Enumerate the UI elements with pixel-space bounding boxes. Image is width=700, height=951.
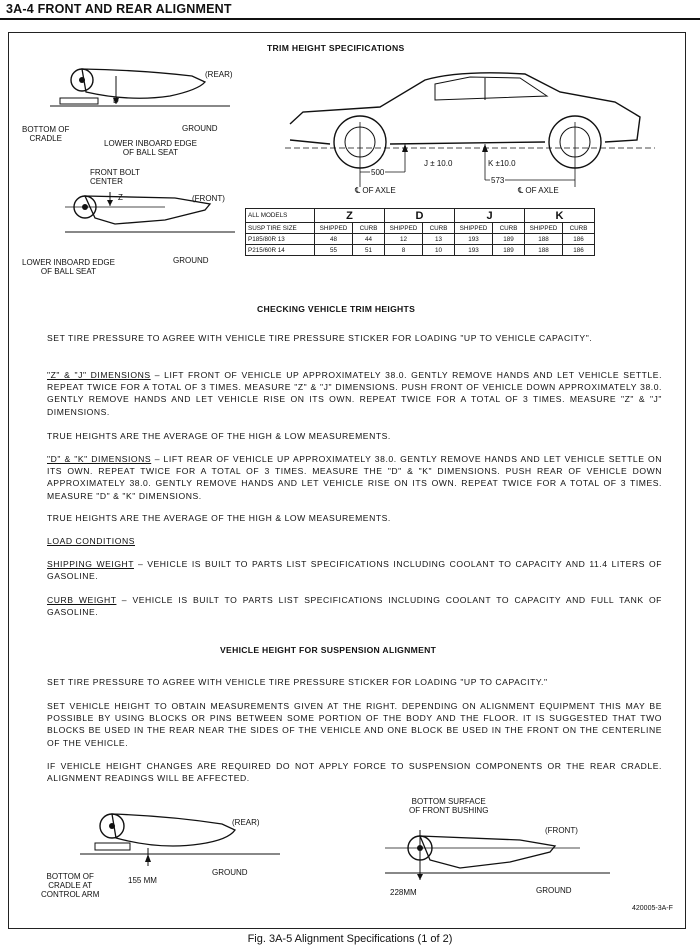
- value-cell: 13: [423, 234, 455, 245]
- value-cell: 48: [315, 234, 353, 245]
- value-cell: 51: [353, 245, 385, 256]
- value-cell: 188: [525, 234, 563, 245]
- tire-size-cell: P185/80R 13: [246, 234, 315, 245]
- shipping-weight-text: – VEHICLE IS BUILT TO PARTS LIST SPECIFICATIONS INCLUDING COOLANT TO CAPACITY AND 11.4 LITERS OF GASOLINE.: [47, 559, 662, 582]
- front-label: (FRONT): [192, 194, 225, 203]
- group-j: J: [455, 209, 525, 223]
- tire-size-cell: P215/60R 14: [246, 245, 315, 256]
- sub-header: CURB: [493, 223, 525, 234]
- mm-228-label: 228MM: [390, 888, 417, 897]
- load-conditions-heading: LOAD CONDITIONS: [47, 536, 135, 546]
- suspension-p1: SET TIRE PRESSURE TO AGREE WITH VEHICLE TIRE PRESSURE STICKER FOR LOADING "UP TO CAPACITY.": [47, 677, 548, 687]
- bottom-of-cradle-label: BOTTOM OF CRADLE: [22, 125, 70, 144]
- value-cell: 189: [493, 234, 525, 245]
- front-axle-label: ℄ OF AXLE: [355, 186, 396, 195]
- value-cell: 193: [455, 245, 493, 256]
- sub-header: SHIPPED: [455, 223, 493, 234]
- curb-weight-heading: CURB WEIGHT: [47, 595, 117, 605]
- checking-p4: [47, 453, 662, 502]
- all-models-cell: ALL MODELS: [246, 209, 315, 223]
- group-k: K: [525, 209, 595, 223]
- lower-inboard-front-label: LOWER INBOARD EDGE OF BALL SEAT: [22, 258, 115, 277]
- dk-dimensions-text: – LIFT REAR OF VEHICLE UP APPROXIMATELY 38.0. GENTLY REMOVE HANDS AND LET VEHICLE SETTLE ON ITS OWN. REPEAT TWICE FOR A TOTAL OF 3 TIMES. MEASURE THE "D" & "K" DIMENSIONS. PUSH REAR OF VEHICLE DOWN APPROXIMATELY 38.0. GENTLY REMOVE HANDS AND LET VEHICLE RISE ON ITS OWN. REPEAT TWICE FOR A TOTAL OF 3 TIMES. MEASURE "D" & "K" DIMENSIONS.: [47, 454, 663, 501]
- d-letter: D: [113, 96, 119, 105]
- table-row: [246, 234, 595, 245]
- value-cell: 44: [353, 234, 385, 245]
- value-cell: 186: [563, 234, 595, 245]
- susp-tire-size-header: SUSP TIRE SIZE: [246, 223, 315, 234]
- sub-header: CURB: [563, 223, 595, 234]
- value-cell: 55: [315, 245, 353, 256]
- shipping-weight-heading: SHIPPING WEIGHT: [47, 559, 134, 569]
- checking-p3: TRUE HEIGHTS ARE THE AVERAGE OF THE HIGH & LOW MEASUREMENTS.: [47, 431, 391, 441]
- rear-axle-label: ℄ OF AXLE: [518, 186, 559, 195]
- z-letter: Z: [118, 193, 123, 202]
- dim-573: 573: [491, 176, 505, 185]
- curb-weight-text: – VEHICLE IS BUILT TO PARTS LIST SPECIFICATIONS INCLUDING COOLANT TO CAPACITY AND FULL TANK OF GASOLINE.: [47, 595, 662, 618]
- ground-label: GROUND: [182, 124, 218, 133]
- shipping-weight-para: [47, 558, 662, 582]
- front-bolt-label: FRONT BOLT CENTER: [90, 168, 140, 187]
- curb-weight-para: [47, 594, 662, 618]
- j-dimension: J ± 10.0: [424, 159, 453, 168]
- sub-header: CURB: [353, 223, 385, 234]
- sub-header: SHIPPED: [315, 223, 353, 234]
- ground-front-lower: GROUND: [536, 886, 572, 895]
- sub-header: SHIPPED: [525, 223, 563, 234]
- suspension-p2: SET VEHICLE HEIGHT TO OBTAIN MEASUREMENTS GIVEN AT THE RIGHT. DEPENDING ON ALIGNMENT EQUIPMENT THIS MAY BE POSSIBLE BY USING BLOCKS OR PINS BETWEEN SOME PORTION OF THE BODY AND THE FLOOR. IT IS SUGGESTED THAT TWO BLOCKS BE USED IN THE REAR NEAR THE SIDES OF THE VEHICLE AND ONE BLOCK BE USED IN THE FRONT ON THE CENTERLINE OF THE VEHICLE.: [47, 701, 662, 748]
- trim-spec-table: [245, 208, 595, 256]
- rear-label-lower: (REAR): [232, 818, 260, 827]
- lower-inboard-label: LOWER INBOARD EDGE OF BALL SEAT: [104, 139, 197, 158]
- value-cell: 188: [525, 245, 563, 256]
- value-cell: 8: [385, 245, 423, 256]
- zj-dimensions-heading: "Z" & "J" DIMENSIONS: [47, 370, 151, 380]
- group-d: D: [385, 209, 455, 223]
- value-cell: 189: [493, 245, 525, 256]
- figure-caption: Fig. 3A-5 Alignment Specifications (1 of 2): [247, 933, 453, 945]
- suspension-p3: IF VEHICLE HEIGHT CHANGES ARE REQUIRED DO NOT APPLY FORCE TO SUSPENSION COMPONENTS OR THE REAR CRADLE. ALIGNMENT READINGS WILL BE AFFECTED.: [47, 761, 662, 784]
- mm-155-label: 155 MM: [128, 876, 157, 885]
- front-bushing-diagram: [380, 818, 620, 898]
- bottom-cradle-arm-label: BOTTOM OF CRADLE AT CONTROL ARM: [41, 872, 100, 900]
- checking-p2: [47, 369, 662, 418]
- dk-dimensions-heading: "D" & "K" DIMENSIONS: [47, 454, 152, 464]
- dim-500: 500: [371, 168, 385, 177]
- suspension-title: VEHICLE HEIGHT FOR SUSPENSION ALIGNMENT: [220, 645, 437, 655]
- figure-code: 420005-3A-F: [632, 905, 673, 912]
- rear-label: (REAR): [205, 70, 233, 79]
- group-z: Z: [315, 209, 385, 223]
- car-side-view: [285, 62, 655, 197]
- checking-p5: TRUE HEIGHTS ARE THE AVERAGE OF THE HIGH & LOW MEASUREMENTS.: [47, 513, 391, 523]
- zj-dimensions-text: – LIFT FRONT OF VEHICLE UP APPROXIMATELY 38.0. GENTLY REMOVE HANDS AND LET VEHICLE SETTLE. REPEAT TWICE FOR A TOTAL OF 3 TIMES. MEASURE "Z" & "J" DIMENSIONS. PUSH FRONT OF VEHICLE DOWN APPROXIMATELY 38.0. GENTLY REMOVE HANDS AND LET VEHICLE RISE ON ITS OWN. REPEAT TWICE FOR A TOTAL OF 3 TIMES. MEASURE "Z" & "J" DIMENSIONS.: [47, 370, 663, 417]
- value-cell: 186: [563, 245, 595, 256]
- front-label-lower: (FRONT): [545, 826, 578, 835]
- value-cell: 12: [385, 234, 423, 245]
- table-row: [246, 245, 595, 256]
- ground-rear-lower: GROUND: [212, 868, 248, 877]
- header-rule: [0, 18, 700, 20]
- sub-header: CURB: [423, 223, 455, 234]
- front-arm-diagram: [55, 180, 245, 250]
- value-cell: 193: [455, 234, 493, 245]
- trim-height-title: TRIM HEIGHT SPECIFICATIONS: [267, 43, 405, 53]
- sub-header: SHIPPED: [385, 223, 423, 234]
- k-dimension: K ±10.0: [488, 159, 516, 168]
- bottom-bushing-label: BOTTOM SURFACE OF FRONT BUSHING: [409, 797, 489, 816]
- value-cell: 10: [423, 245, 455, 256]
- page-header: 3A-4 FRONT AND REAR ALIGNMENT: [6, 2, 232, 16]
- checking-p1: SET TIRE PRESSURE TO AGREE WITH VEHICLE TIRE PRESSURE STICKER FOR LOADING "UP TO VEHICLE CAPACITY".: [47, 333, 593, 343]
- checking-title: CHECKING VEHICLE TRIM HEIGHTS: [257, 304, 416, 314]
- ground-front-label: GROUND: [173, 256, 209, 265]
